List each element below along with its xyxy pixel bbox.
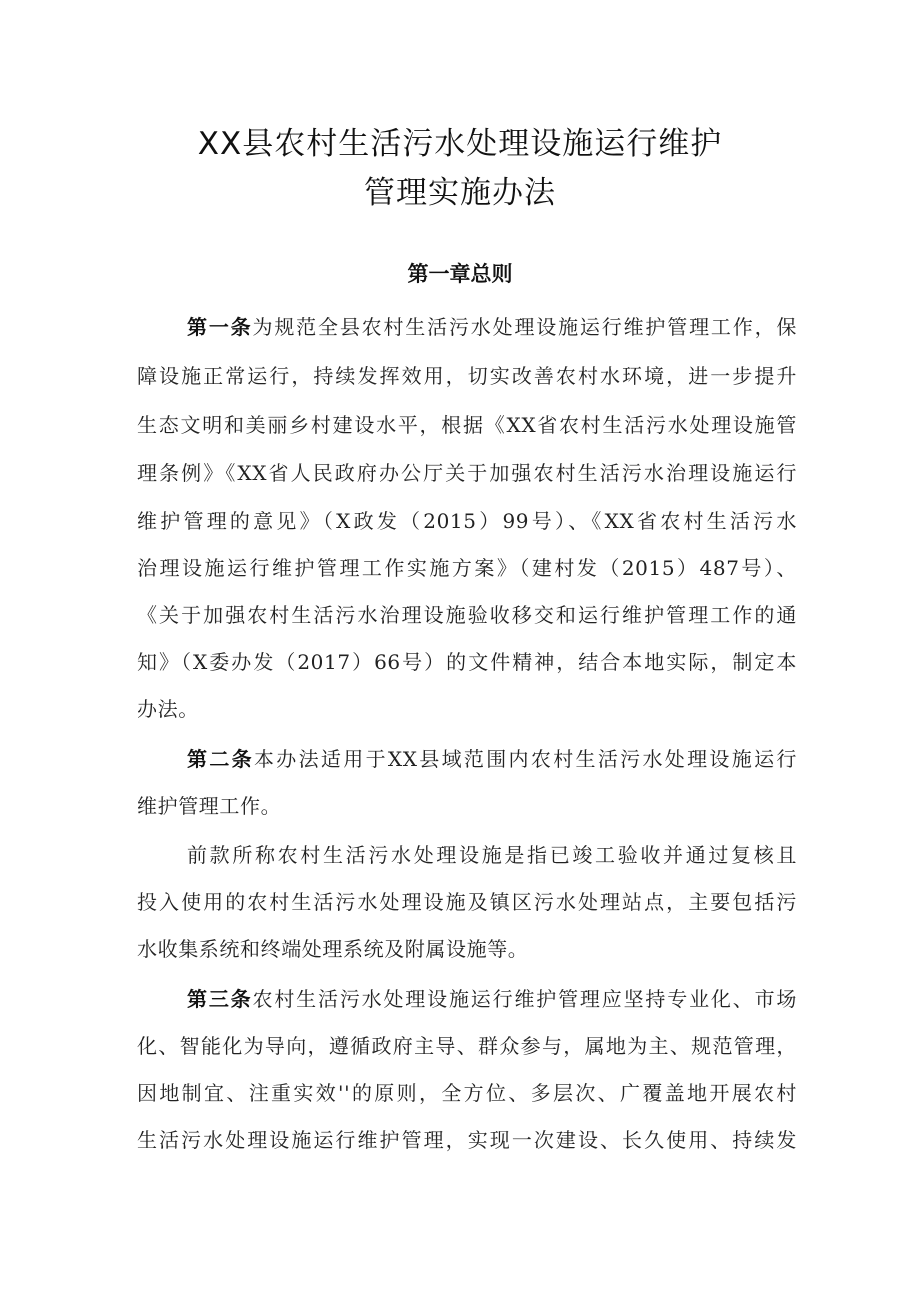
article-3-line-3: 因地制宜、注重实效''的原则，全方位、多层次、广覆盖地开展农村 xyxy=(137,1081,797,1105)
article-1-line-7: 《关于加强农村生活污水治理设施验收移交和运行维护管理工作的通 xyxy=(137,603,797,627)
article-1-line-5: 维护管理的意见》（X政发（2015）99号）、《XX省农村生活污水 xyxy=(137,509,797,533)
article-3-line-2: 化、智能化为导向，遵循政府主导、群众参与，属地为主、规范管理， xyxy=(137,1034,797,1058)
scope-line-3: 水收集系统和终端处理系统及附属设施等。 xyxy=(137,937,529,961)
article-3-line-1 xyxy=(187,984,797,1014)
article-1-line-2: 障设施正常运行，持续发挥效用，切实改善农村水环境，进一步提升 xyxy=(137,364,797,388)
article-2-text: 本办法适用于XX县域范围内农村生活污水处理设施运行 xyxy=(253,747,797,771)
article-1-line-1 xyxy=(187,312,797,342)
article-3-line-4: 生活污水处理设施运行维护管理，实现一次建设、长久使用、持续发 xyxy=(137,1128,797,1152)
article-1-line-4: 理条例》《XX省人民政府办公厅关于加强农村生活污水治理设施运行 xyxy=(137,461,797,485)
document-title-line-1: XX县农村生活污水处理设施运行维护 xyxy=(197,126,723,162)
document-title-line-2: 管理实施办法 xyxy=(364,175,556,211)
article-2-line-1 xyxy=(187,744,797,774)
article-2-line-2: 维护管理工作。 xyxy=(137,794,282,818)
article-1-line-6: 治理设施运行维护管理工作实施方案》（建村发（2015）487号）、 xyxy=(137,556,797,580)
scope-line-1: 前款所称农村生活污水处理设施是指已竣工验收并通过复核且 xyxy=(187,843,797,867)
article-3-label: 第三条 xyxy=(187,987,253,1011)
article-1-text: 为规范全县农村生活污水处理设施运行维护管理工作，保 xyxy=(252,315,797,339)
article-1-line-8: 知》（X委办发（2017）66号）的文件精神，结合本地实际，制定本 xyxy=(137,650,797,674)
article-3-text: 农村生活污水处理设施运行维护管理应坚持专业化、市场 xyxy=(252,987,797,1011)
article-1-line-3: 生态文明和美丽乡村建设水平，根据《XX省农村生活污水处理设施管 xyxy=(137,413,797,437)
scope-line-2: 投入使用的农村生活污水处理设施及镇区污水处理站点，主要包括污 xyxy=(137,890,797,914)
article-1-line-9: 办法。 xyxy=(137,697,199,721)
article-1-label: 第一条 xyxy=(187,315,253,339)
chapter-heading: 第一章总则 xyxy=(407,262,513,286)
article-2-label: 第二条 xyxy=(187,747,254,771)
